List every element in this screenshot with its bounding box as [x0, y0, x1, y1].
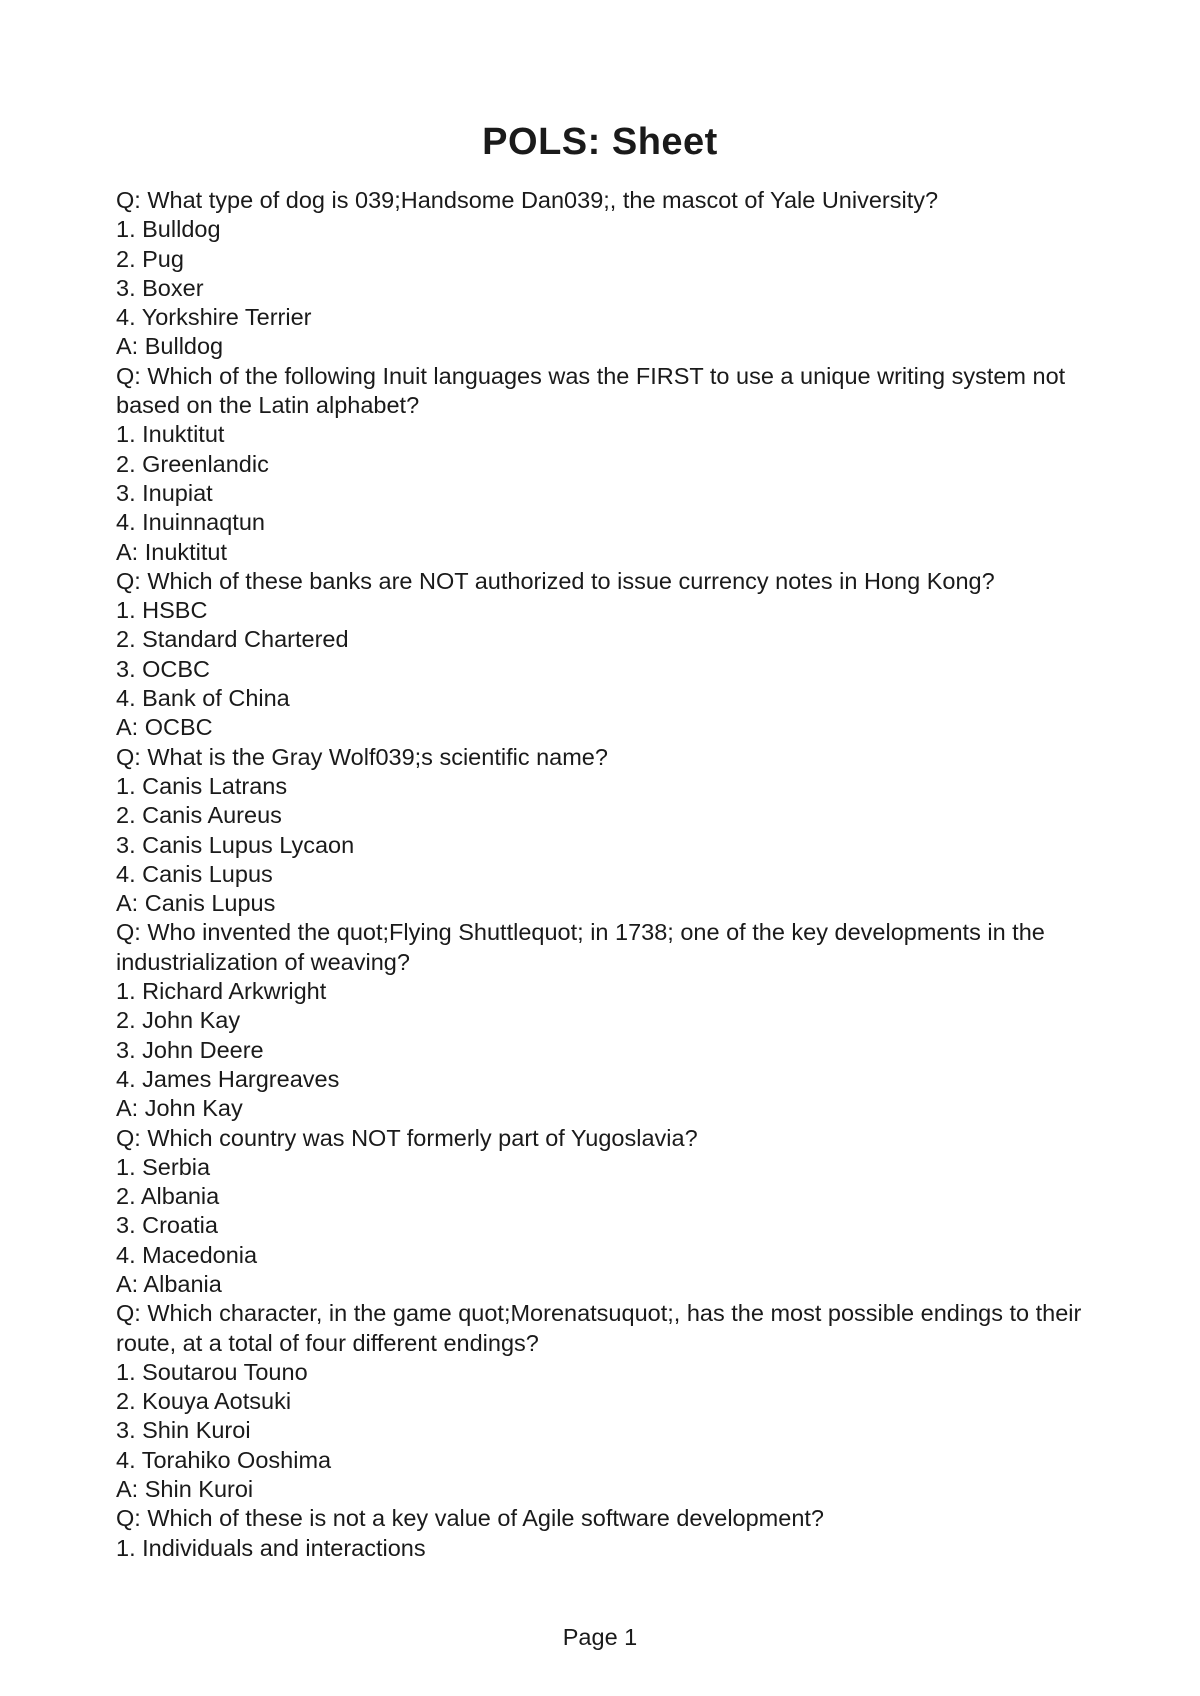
option-item: 1. Canis Latrans	[116, 772, 288, 799]
option-item: 3. OCBC	[116, 655, 211, 682]
option-item: 4. James Hargreaves	[116, 1065, 340, 1092]
answer-text: A: Inuktitut	[116, 538, 228, 565]
question-text: Q: Which of these is not a key value of Agile software development?	[116, 1505, 824, 1532]
option-item: 2. Kouya Aotsuki	[116, 1388, 292, 1415]
option-item: 2. Greenlandic	[116, 450, 269, 477]
option-item: 2. Albania	[116, 1183, 220, 1210]
question-text: Q: What is the Gray Wolf039;s scientific name?	[116, 743, 608, 770]
option-item: 4. Macedonia	[116, 1241, 258, 1268]
option-item: 4. Canis Lupus	[116, 860, 273, 887]
question-block	[116, 1504, 1096, 1563]
question-list	[116, 186, 1096, 1563]
option-item: 3. Shin Kuroi	[116, 1417, 251, 1444]
option-item: 3. Boxer	[116, 274, 204, 301]
question-block	[116, 1124, 1096, 1300]
question-block	[116, 362, 1096, 567]
question-text: Q: Who invented the quot;Flying Shuttlequot; in 1738; one of the key developments in the industrialization of weaving?	[116, 919, 1052, 975]
page-title: POLS: Sheet	[482, 121, 718, 163]
option-item: 4. Torahiko Ooshima	[116, 1446, 332, 1473]
option-item: 2. John Kay	[116, 1007, 241, 1034]
option-item: 1. HSBC	[116, 597, 208, 624]
question-block	[116, 567, 1096, 743]
question-block	[116, 1299, 1096, 1504]
option-item: 1. Bulldog	[116, 216, 221, 243]
option-item: 3. John Deere	[116, 1036, 264, 1063]
question-text: Q: Which character, in the game quot;Morenatsuquot;, has the most possible endings to their route, at a total of four different endings?	[116, 1300, 1088, 1356]
answer-text: A: Bulldog	[116, 333, 224, 360]
option-item: 2. Canis Aureus	[116, 802, 282, 829]
option-item: 3. Inupiat	[116, 479, 213, 506]
answer-text: A: Canis Lupus	[116, 890, 276, 917]
question-text: Q: What type of dog is 039;Handsome Dan039;, the mascot of Yale University?	[116, 187, 939, 213]
option-item: 4. Bank of China	[116, 685, 290, 712]
question-text: Q: Which of the following Inuit languages was the FIRST to use a unique writing system not based on the Latin alphabet?	[116, 362, 1072, 419]
option-item: 4. Yorkshire Terrier	[116, 304, 312, 331]
option-item: 1. Serbia	[116, 1153, 211, 1180]
page-number: Page 1	[562, 1624, 638, 1650]
question-text: Q: Which of these banks are NOT authorized to issue currency notes in Hong Kong?	[116, 567, 995, 594]
answer-text: A: Shin Kuroi	[116, 1476, 254, 1503]
option-item: 1. Richard Arkwright	[116, 978, 327, 1005]
option-item: 1. Soutarou Touno	[116, 1358, 308, 1385]
answer-text: A: OCBC	[116, 714, 213, 741]
option-item: 1. Inuktitut	[116, 421, 225, 448]
answer-text: A: John Kay	[116, 1095, 243, 1122]
option-item: 1. Individuals and interactions	[116, 1534, 426, 1561]
option-item: 2. Standard Chartered	[116, 626, 349, 653]
question-text: Q: Which country was NOT formerly part of Yugoslavia?	[116, 1124, 698, 1151]
option-item: 3. Croatia	[116, 1212, 218, 1239]
answer-text: A: Albania	[116, 1270, 222, 1297]
question-block	[116, 918, 1096, 1123]
option-item: 2. Pug	[116, 245, 184, 272]
option-item: 3. Canis Lupus Lycaon	[116, 831, 355, 858]
question-block	[116, 743, 1096, 919]
question-block	[116, 186, 1096, 362]
option-item: 4. Inuinnaqtun	[116, 509, 265, 536]
